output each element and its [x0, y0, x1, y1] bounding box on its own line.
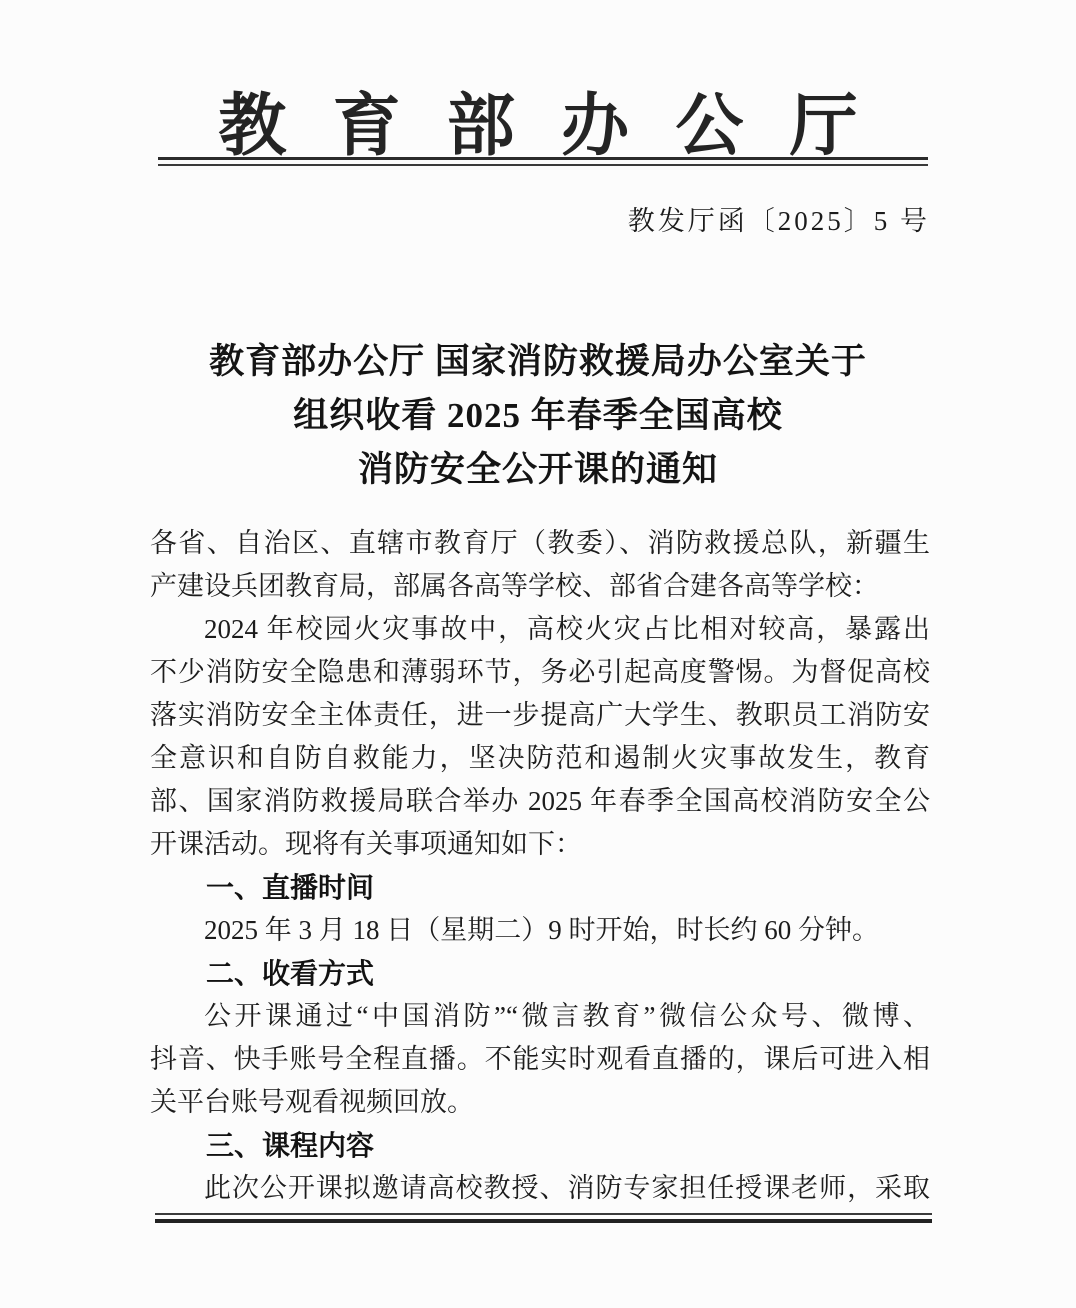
- notice-title-line-3: 消防安全公开课的通知: [357, 450, 718, 489]
- body-line-salutation-2: 产建设兵团教育局，部属各高等学校、部省合建各高等学校：: [150, 571, 879, 601]
- body-line: 落实消防安全主体责任，进一步提高广大学生、教职员工消防安: [150, 700, 930, 730]
- body-line: 2025 年 3 月 18 日（星期二）9 时开始，时长约 60 分钟。: [204, 915, 879, 945]
- body-line-salutation-1: 各省、自治区、直辖市教育厅（教委）、消防救援总队，新疆生: [150, 528, 930, 558]
- body-line: 抖音、快手账号全程直播。不能实时观看直播的，课后可进入相: [150, 1044, 930, 1074]
- doc-number: 教发厅函〔2025〕5 号: [627, 206, 930, 236]
- body-line: 部、国家消防救援局联合举办 2025 年春季全国高校消防安全公: [150, 786, 930, 816]
- section-heading-2: 二、收看方式: [206, 958, 375, 989]
- body-line: 开课活动。现将有关事项通知如下：: [150, 829, 582, 859]
- notice-title-line-2: 组织收看 2025 年春季全国高校: [293, 396, 783, 435]
- body-line: 不少消防安全隐患和薄弱环节，务必引起高度警惕。为督促高校: [150, 657, 930, 687]
- body-line: 公开课通过“中国消防”“微言教育”微信公众号、微博、: [204, 1001, 930, 1031]
- body-line: 2024 年校园火灾事故中，高校火灾占比相对较高，暴露出: [204, 614, 930, 644]
- header-double-rule: [158, 157, 928, 166]
- section-heading-3: 三、课程内容: [206, 1130, 375, 1161]
- section-heading-1: 一、直播时间: [206, 872, 375, 903]
- notice-title-line-1: 教育部办公厅 国家消防救援局办公室关于: [209, 342, 867, 381]
- body-line: 此次公开课拟邀请高校教授、消防专家担任授课老师，采取: [204, 1173, 930, 1203]
- document-body: [150, 522, 930, 1210]
- notice-title: [0, 335, 1076, 497]
- body-line: 全意识和自防自救能力，坚决防范和遏制火灾事故发生，教育: [150, 743, 930, 773]
- body-line: 关平台账号观看视频回放。: [150, 1087, 474, 1117]
- footer-double-rule: [155, 1213, 932, 1223]
- letterhead-title: 教育部办公厅: [218, 88, 904, 164]
